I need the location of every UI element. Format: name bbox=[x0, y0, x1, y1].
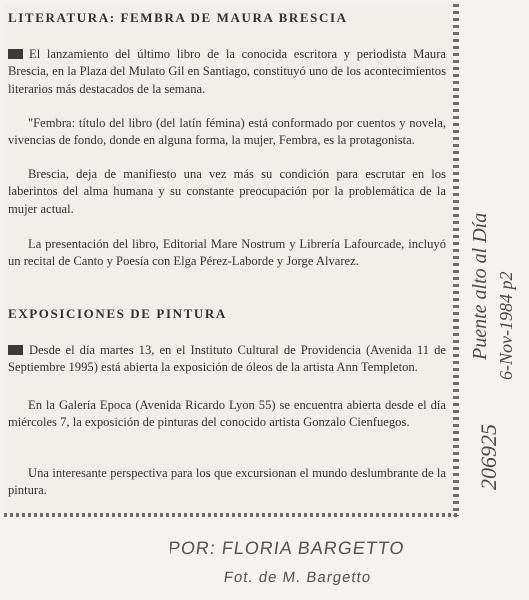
paragraph-perspectiva: Una interesante perspectiva para los que excursionan el mundo deslumbrante de la pintura. bbox=[8, 466, 446, 498]
paragraph-text: El lanzamiento del último libro de la conocida escritora y periodista Maura Brescia, en la Plaza del Mulato Gil en Santiago, constituyó uno de los acontecimientos literarios más destacados de la semana. bbox=[8, 47, 446, 96]
torn-edge-right bbox=[453, 4, 459, 516]
newspaper-clipping bbox=[4, 4, 453, 516]
paragraph-fembra: "Fembra: título del libro (del latín fémina) está conformado por cuentos y novela, vivencias de fondo, donde en alguna forma, la mujer, Fembra, es la protagonista. bbox=[8, 116, 446, 148]
heading-exposiciones: EXPOSICIONES DE PINTURA bbox=[8, 306, 227, 321]
paragraph-text: Desde el día martes 13, en el Instituto Cultural de Providencia (Avenida 11 de Septiembre 1995) está abierta la exposición de óleos de la artista Ann Templeton. bbox=[8, 343, 446, 375]
margin-handwritten-note bbox=[462, 90, 522, 510]
photo-credit-line: Fot. de M. Bargetto bbox=[222, 569, 373, 586]
bullet-square-icon bbox=[8, 345, 23, 355]
source-note: Puente alto al Día bbox=[469, 212, 491, 360]
handwriting-svg bbox=[170, 534, 510, 594]
author-line: POR: FLORIA BARGETTO bbox=[170, 538, 407, 558]
paragraph-galeria: En la Galería Epoca (Avenida Ricardo Lyon 55) se encuentra abierta desde el día miércoles 7, la exposición de pinturas del conocido artista Gonzalo Cienfuegos. bbox=[8, 398, 446, 430]
heading-literatura: LITERATURA: FEMBRA DE MAURA BRESCIA bbox=[8, 10, 348, 25]
paragraph-brescia: Brescia, deja de manifiesto una vez más su condición para escrutar en los laberintos del alma humana y su constante preocupación por la problemática de la mujer actual. bbox=[8, 167, 446, 216]
paragraph-presentacion: La presentación del libro, Editorial Mare Nostrum y Librería Lafourcade, incluyó un recital de Canto y Poesía con Elga Pérez-Laborde y Jorge Alvarez. bbox=[8, 237, 446, 269]
margin-note-svg bbox=[462, 90, 522, 510]
paragraph-instituto bbox=[8, 342, 446, 377]
bullet-square-icon bbox=[8, 49, 23, 59]
archive-number: 206925 bbox=[476, 424, 501, 490]
paragraph-lanzamiento bbox=[8, 46, 446, 98]
torn-edge-bottom bbox=[4, 513, 459, 517]
date-note: 6-Nov-1984 p2 bbox=[496, 271, 516, 380]
handwritten-author-note bbox=[170, 534, 510, 594]
